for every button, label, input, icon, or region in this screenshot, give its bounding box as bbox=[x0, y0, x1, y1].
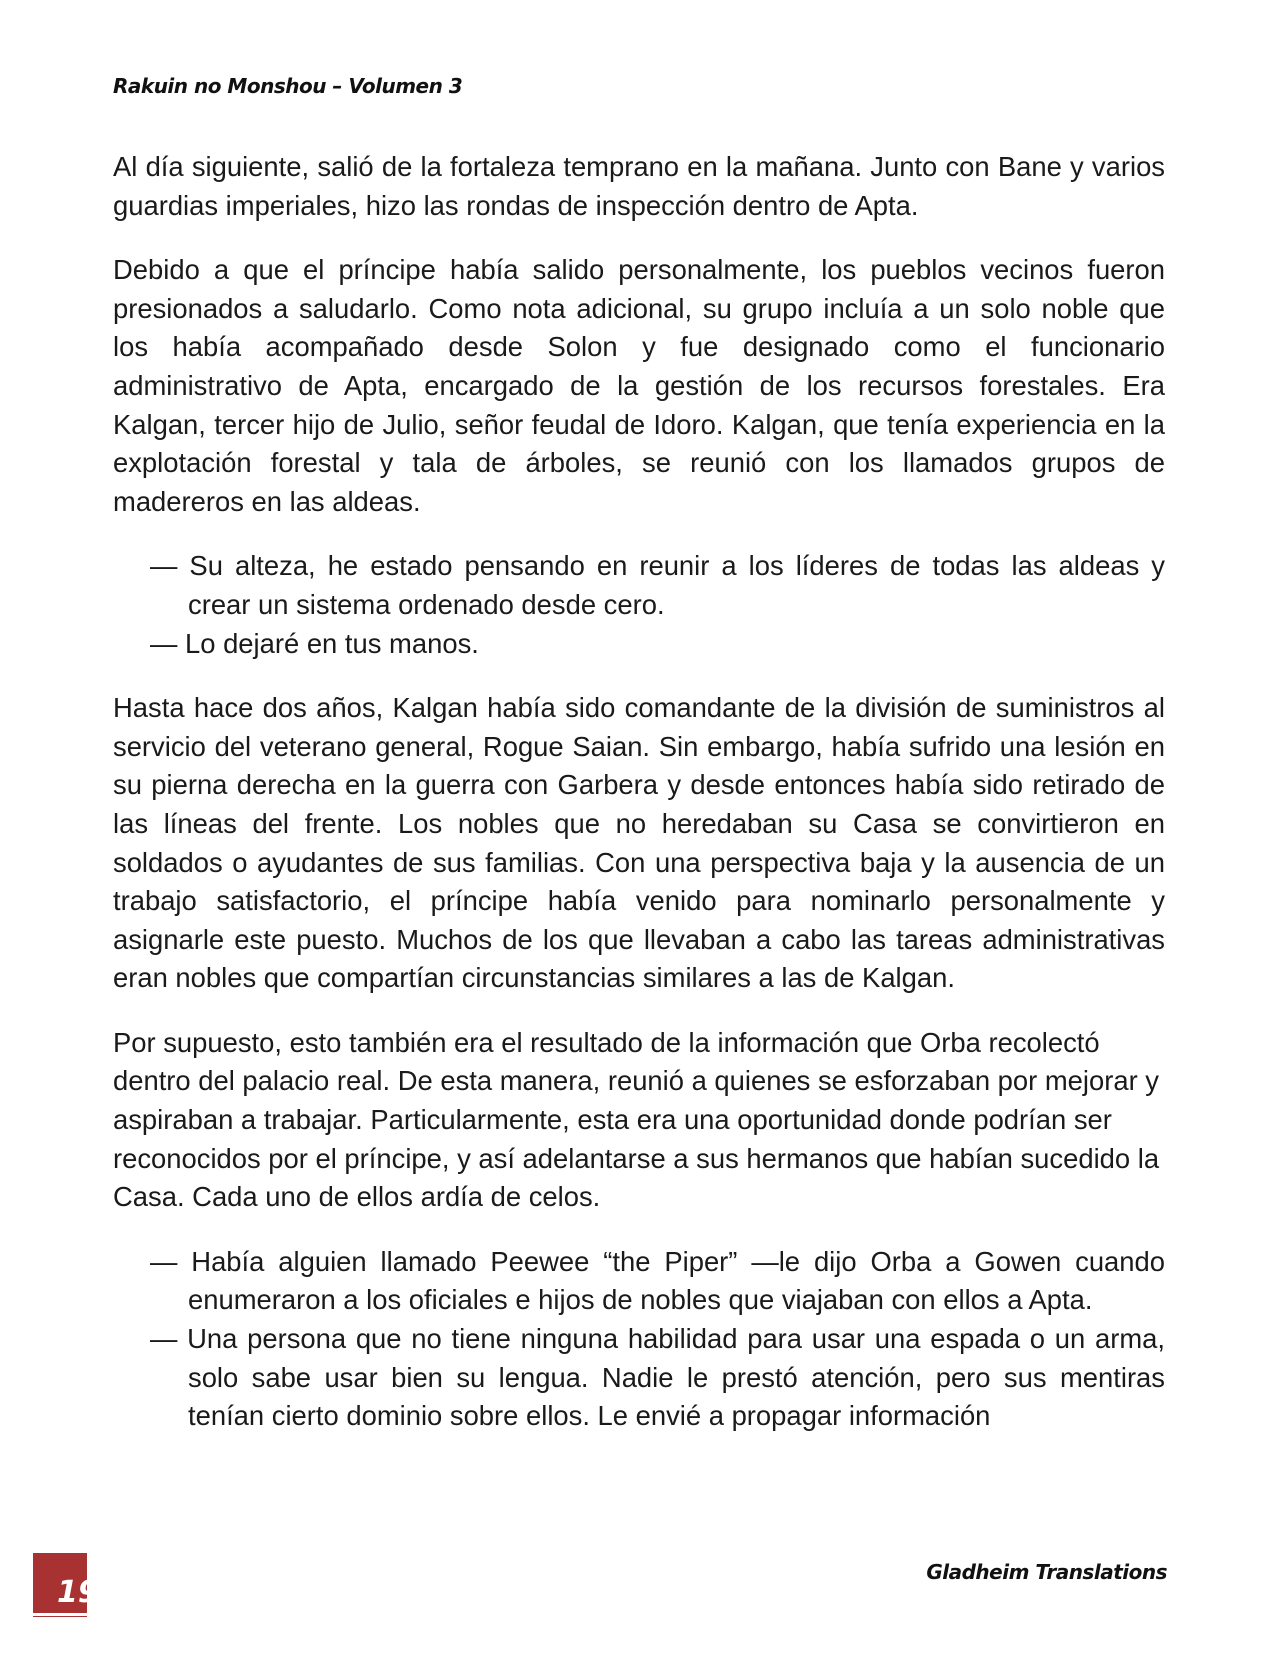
dialogue-line-3: — Había alguien llamado Peewee “the Piper” —le dijo Orba a Gowen cuando enumeraron a los oficiales e hijos de nobles que viajaban con ellos a Apta. bbox=[150, 1245, 1165, 1316]
dialogue-group-1 bbox=[113, 547, 1165, 663]
running-header: Rakuin no Monshou – Volumen 3 bbox=[113, 74, 463, 98]
dialogue-line-2: — Lo dejaré en tus manos. bbox=[150, 627, 479, 659]
dialogue-line-1: — Su alteza, he estado pensando en reunir a los líderes de todas las aldeas y crear un sistema ordenado desde cero. bbox=[150, 550, 1165, 620]
page-number-underline bbox=[33, 1613, 87, 1616]
page-body bbox=[113, 148, 1165, 1462]
paragraph-2: Debido a que el príncipe había salido personalmente, los pueblos vecinos fueron presionados a saludarlo. Como nota adicional, su grupo incluía a un solo noble que los había acompañado desde Solon y fue designado como el funcionario administrativo de Apta, encargado de la gestión de los recursos forestales. Era Kalgan, tercer hijo de Julio, señor feudal de Idoro. Kalgan, que tenía experiencia en la explotación forestal y tala de árboles, se reunió con los llamados grupos de madereros en las aldeas. bbox=[113, 254, 1165, 517]
paragraph-4: Por supuesto, esto también era el resultado de la información que Orba recolectó dentro del palacio real. De esta manera, reunió a quienes se esforzaban por mejorar y aspiraban a trabajar. Particularmente, esta era una oportunidad donde podrían ser reconocidos por el príncipe, y así adelantarse a sus hermanos que habían sucedido la Casa. Cada uno de ellos ardía de celos. bbox=[113, 1026, 1160, 1213]
page-number: 19 bbox=[57, 1575, 99, 1610]
dialogue-group-2 bbox=[113, 1243, 1165, 1436]
paragraph-3: Hasta hace dos años, Kalgan había sido comandante de la división de suministros al servicio del veterano general, Rogue Saian. Sin embargo, había sufrido una lesión en su pierna derecha en la guerra con Garbera y desde entonces había sido retirado de las líneas del frente. Los nobles que no heredaban su Casa se convirtieron en soldados o ayudantes de sus familias. Con una perspectiva baja y la ausencia de un trabajo satisfactorio, el príncipe había venido para nominarlo personalmente y asignarle este puesto. Muchos de los que llevaban a cabo las tareas administrativas eran nobles que compartían circunstancias similares a las de Kalgan. bbox=[113, 692, 1165, 994]
paragraph-1: Al día siguiente, salió de la fortaleza temprano en la mañana. Junto con Bane y varios guardias imperiales, hizo las rondas de inspección dentro de Apta. bbox=[113, 151, 1165, 221]
footer-credit: Gladheim Translations bbox=[926, 1560, 1167, 1584]
dialogue-line-4: — Una persona que no tiene ninguna habilidad para usar una espada o un arma, solo sabe usar bien su lengua. Nadie le prestó atención, pero sus mentiras tenían cierto dominio sobre ellos. Le envié a propagar información bbox=[150, 1323, 1165, 1432]
